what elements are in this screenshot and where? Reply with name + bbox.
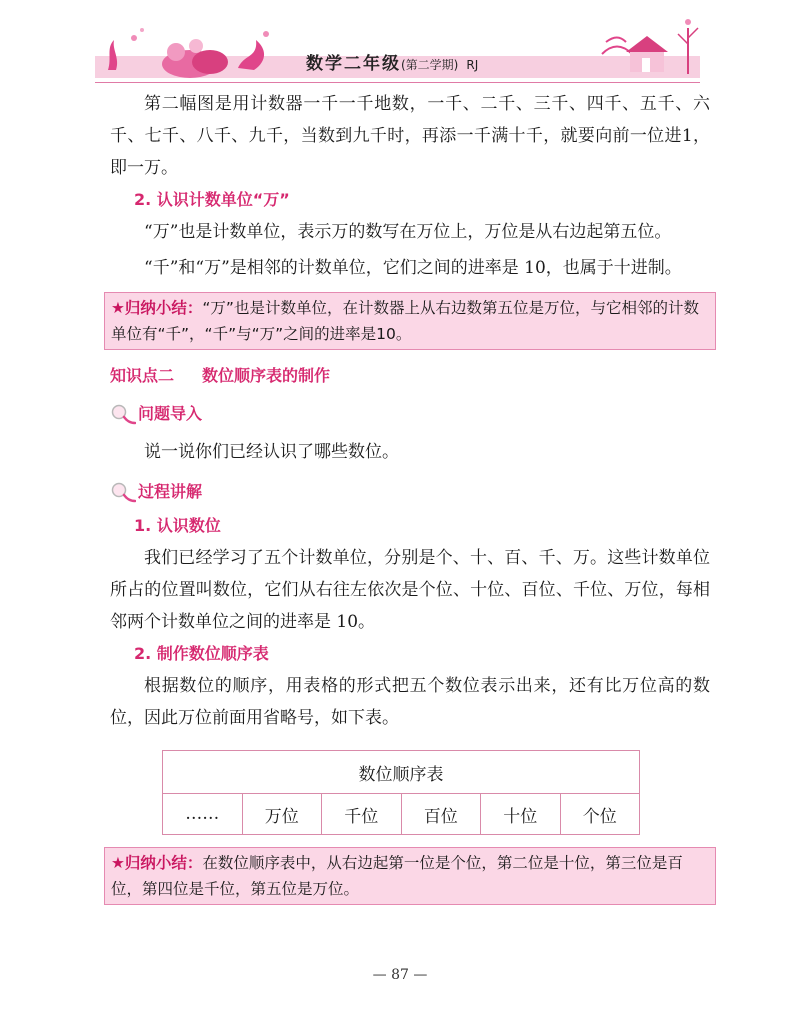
- subheading-make-table: 2. 制作数位顺序表: [134, 644, 269, 663]
- book-title: 数学二年级: [306, 54, 401, 74]
- knowledge-point-title: 数位顺序表的制作: [202, 366, 331, 385]
- subheading-digit-places: 1. 认识数位: [134, 516, 221, 535]
- page-number: — 87 —: [372, 967, 428, 983]
- paragraph-wan-qian-rate: “千”和“万”是相邻的计数单位，它们之间的进率是 10，也属于十进制。: [144, 258, 682, 278]
- paragraph-counter: 第二幅图是用计数器一千一千地数，一千、二千、三千、四千、五千、六千、七千、八千、九千，当数到九千时，再添一千满十千，就要向前一位进1，即一万。: [110, 94, 710, 178]
- table-cell-bai: 百位: [401, 794, 481, 835]
- header-rule: [95, 82, 700, 83]
- table-cell-shi: 十位: [481, 794, 561, 835]
- magnifier-icon: [110, 481, 136, 503]
- summary-text: “万”也是计数单位，在计数器上从右边数第五位是万位，与它相邻的计数单位有“千”，“千”与“万”之间的进率是10。: [111, 299, 699, 343]
- header-title: [306, 49, 478, 74]
- paragraph-digit-places: 我们已经学习了五个计数单位，分别是个、十、百、千、万。这些计数单位所占的位置叫数位，它们从右往左依次是个位、十位、百位、千位、万位，每相邻两个计数单位之间的进率是 10。: [110, 548, 710, 632]
- table-cell-qian: 千位: [322, 794, 402, 835]
- table-caption: 数位顺序表: [163, 751, 640, 794]
- digit-order-table: [162, 750, 640, 835]
- semester-label: (第二学期): [401, 58, 459, 72]
- summary-box-1: [104, 292, 716, 350]
- knowledge-point-label: 知识点二: [110, 366, 175, 385]
- section-intro-heading: [110, 396, 710, 432]
- table-row: [163, 794, 640, 835]
- knowledge-point-heading: [110, 356, 710, 396]
- page-content: [110, 88, 710, 905]
- paragraph-wan-definition: “万”也是计数单位，表示万的数写在万位上，万位是从右边起第五位。: [144, 222, 672, 242]
- section-intro-title: 问题导入: [138, 404, 203, 423]
- house-tree-decoration-icon: [596, 14, 706, 80]
- subheading-wan-unit: 2. 认识计数单位“万”: [134, 190, 290, 209]
- floral-decoration-icon: [98, 18, 288, 80]
- summary-box-2: [104, 847, 716, 905]
- page-header: [0, 0, 800, 90]
- table-cell-ellipsis: ……: [163, 794, 243, 835]
- section-process-title: 过程讲解: [138, 482, 203, 501]
- summary-lead: ★归纳小结：: [111, 854, 203, 872]
- summary-lead: ★归纳小结：: [111, 299, 203, 317]
- table-cell-ge: 个位: [560, 794, 640, 835]
- magnifier-icon: [110, 403, 136, 425]
- summary-text: 在数位顺序表中，从右边起第一位是个位，第二位是十位，第三位是百位，第四位是千位，第五位是万位。: [111, 854, 683, 898]
- paragraph-make-table: 根据数位的顺序，用表格的形式把五个数位表示出来，还有比万位高的数位，因此万位前面用省略号，如下表。: [110, 676, 710, 728]
- table-cell-wan: 万位: [242, 794, 322, 835]
- edition-label: RJ: [466, 58, 479, 72]
- section-process-heading: [110, 474, 710, 510]
- paragraph-intro: 说一说你们已经认识了哪些数位。: [144, 442, 399, 462]
